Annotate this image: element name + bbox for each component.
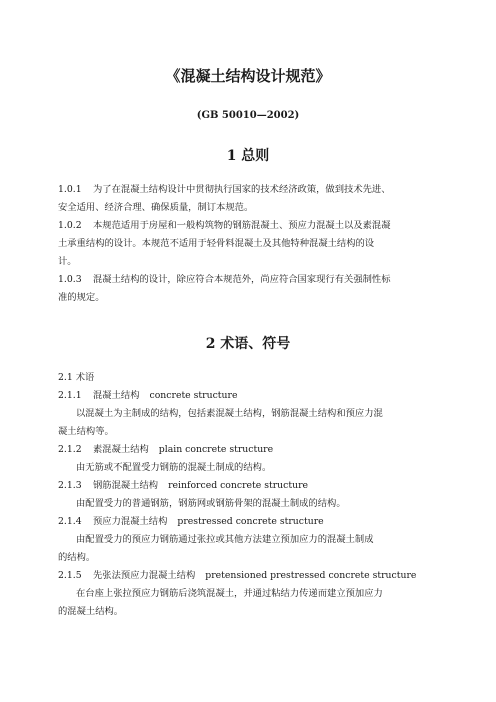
term-number: 2.1.2 xyxy=(58,444,82,455)
term-2-1-3-desc-1: 由配置受力的普通钢筋，钢筋网或钢筋骨架的混凝土制成的结构。 xyxy=(76,498,346,509)
term-2-1-4 xyxy=(58,513,438,531)
term-zh: 预应力混凝土结构 xyxy=(93,516,168,527)
clause-number: 1.0.3 xyxy=(58,274,82,285)
term-2-1-1-desc-2: 凝土结构等。 xyxy=(58,426,114,437)
clause-1-0-1-line-1 xyxy=(58,181,438,199)
term-2-1-5-desc-1: 在台座上张拉预应力钢筋后浇筑混凝土，并通过粘结力传递而建立预加应力 xyxy=(76,588,383,599)
clause-text: 本规范适用于房屋和一般构筑物的钢筋混凝土、预应力混凝土以及素混凝 xyxy=(93,220,391,231)
clause-1-0-2-line-1 xyxy=(58,217,438,235)
clause-1-0-3-line-2: 准的规定。 xyxy=(58,292,105,303)
term-zh: 混凝土结构 xyxy=(93,390,140,401)
clause-1-0-3-line-1 xyxy=(58,271,438,289)
term-2-1-3 xyxy=(58,477,438,495)
term-2-1-5-desc-2: 的混凝土结构。 xyxy=(58,606,124,617)
document-title: 《混凝土结构设计规范》 xyxy=(165,67,331,85)
term-number: 2.1.4 xyxy=(58,516,82,527)
clause-text: 为了在混凝土结构设计中贯彻执行国家的技术经济政策，做到技术先进、 xyxy=(93,184,391,195)
term-number: 2.1.3 xyxy=(58,480,82,491)
clause-1-0-1-line-2: 安全适用、经济合理、确保质量，制订本规范。 xyxy=(58,202,254,213)
term-2-1-4-desc-2: 的结构。 xyxy=(58,552,96,563)
term-en: reinforced concrete structure xyxy=(168,480,309,491)
chapter-2-heading: 2 术语、符号 xyxy=(205,336,291,352)
clause-number: 1.0.2 xyxy=(58,220,82,231)
clause-number: 1.0.1 xyxy=(58,184,82,195)
term-2-1-2-desc-1: 由无筋或不配置受力钢筋的混凝土制成的结构。 xyxy=(76,462,272,473)
term-number: 2.1.5 xyxy=(58,570,82,581)
term-2-1-1-desc-1: 以混凝土为主制成的结构，包括素混凝土结构，钢筋混凝土结构和预应力混 xyxy=(76,408,383,419)
term-2-1-2 xyxy=(58,441,438,459)
term-zh: 先张法预应力混凝土结构 xyxy=(93,570,196,581)
term-2-1-4-desc-1: 由配置受力的预应力钢筋通过张拉或其他方法建立预加应力的混凝土制成 xyxy=(76,534,374,545)
term-zh: 素混凝土结构 xyxy=(93,444,149,455)
chapter-1-body xyxy=(58,181,438,307)
term-en: prestressed concrete structure xyxy=(177,516,324,527)
chapter-2-body xyxy=(58,369,438,621)
term-en: concrete structure xyxy=(149,390,238,401)
term-en: pretensioned prestressed concrete structure xyxy=(205,570,417,581)
clause-text: 混凝土结构的设计，除应符合本规范外，尚应符合国家现行有关强制性标 xyxy=(93,274,391,285)
standard-code: (GB 50010—2002) xyxy=(196,110,300,121)
term-2-1-5 xyxy=(58,567,438,585)
clause-1-0-2-line-3: 计。 xyxy=(58,256,77,267)
term-en: plain concrete structure xyxy=(158,444,274,455)
term-zh: 钢筋混凝土结构 xyxy=(93,480,159,491)
subsection-heading: 2.1 术语 xyxy=(58,372,95,383)
term-2-1-1 xyxy=(58,387,438,405)
term-number: 2.1.1 xyxy=(58,390,82,401)
clause-1-0-2-line-2: 土承重结构的设计。本规范不适用于轻骨料混凝土及其他特种混凝土结构的设 xyxy=(58,238,375,249)
chapter-1-heading: 1 总则 xyxy=(226,148,270,164)
